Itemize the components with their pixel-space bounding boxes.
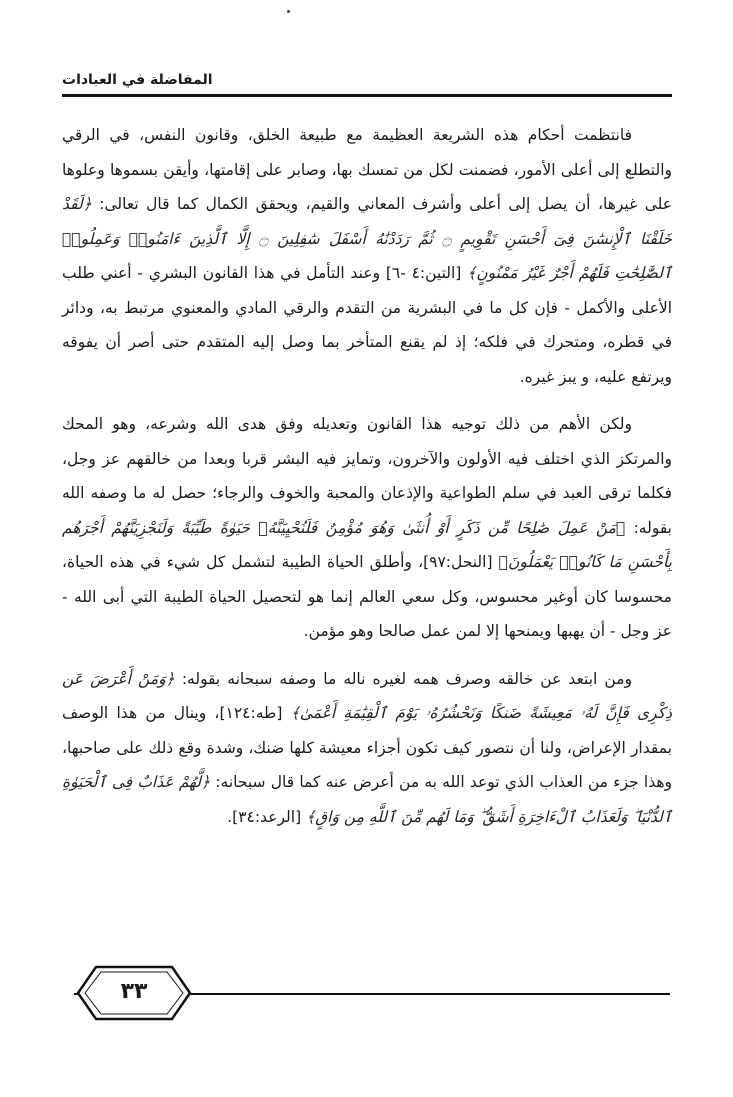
paragraph-text: ومن ابتعد عن خالقه وصرف همه لغيره ناله ما وصفه سبحانه بقوله:	[174, 669, 633, 688]
quran-verse: ﴿مَنْ عَمِلَ صَٰلِحًا مِّن ذَكَرٍ أَوْ أُنثَىٰ وَهُوَ مُؤْمِنٌ فَلَنُحْيِيَنَّهُۥ حَيَوٰةً طَيِّبَةً وَلَنَجْزِيَنَّهُمْ أَجْرَهُم بِأَحْسَنِ مَا كَانُوا۟ يَعْمَلُونَ﴾	[62, 518, 672, 571]
paragraph-3	[62, 662, 672, 835]
quran-verse: ﴿وَمَنْ أَعْرَضَ عَن ذِكْرِى فَإِنَّ لَهُۥ مَعِيشَةً ضَنكًا وَنَحْشُرُهُۥ يَوْمَ ٱلْقِيَٰمَةِ أَعْمَىٰ﴾	[62, 669, 673, 722]
paragraph-text: [الرعد:٣٤].	[227, 807, 307, 826]
page-footer	[74, 963, 670, 1023]
paragraph-text: [النحل:٩٧]، وأطلق الحياة الطيبة لتشمل كل شيء في هذه الحياة، محسوسا كان أوغير محسوس، وكل سعي العالم إنما هو لتحصيل الحياة الطيبة التي أبى الله - عز وجل - أن يهبها ويمنحها إلا لمن عمل صالحا وهو مؤمن.	[62, 553, 672, 640]
running-header	[62, 70, 672, 96]
quran-verse: ﴿لَقَدْ خَلَقْنَا ٱلْإِنسَٰنَ فِىٓ أَحْسَنِ تَقْوِيمٍ ۝ ثُمَّ رَدَدْنَٰهُ أَسْفَلَ سَٰفِلِينَ ۝ إِلَّا ٱلَّذِينَ ءَامَنُوا۟ وَعَمِلُوا۟ ٱلصَّٰلِحَٰتِ فَلَهُمْ أَجْرٌ غَيْرُ مَمْنُونٍ﴾	[62, 195, 673, 282]
paragraph-text: فانتظمت أحكام هذه الشريعة العظيمة مع طبيعة الخلق، وقانون النفس، في الرقي والتطلع إلى أعلى الأمور، فضمنت لكل من تمسك بها، وصابر على إقامتها، وأيقن بسموها وعلوها على غيرها، أن يصل إلى أعلى وأشرف المعاني والقيم، ويحقق الكمال كما قال تعالى:	[62, 126, 672, 213]
running-header-title: المفاضلة في العبادات	[62, 72, 213, 88]
paragraph-text: [التين:٤ -٦] وعند التأمل في هذا القانون البشري - أعني طلب الأعلى والأكمل - فإن كل ما في البشرية من التقدم والرقي المادي والمعنوي مرتبط به، ودائر في قطره، ومتحرك في فلكه؛ إذ لم يقنع المتأخر بما وصل إليه المتقدم حتى أصر أن يفوقه ويرتفع عليه، و يبز غيره.	[62, 264, 672, 386]
paragraph-text: [طه:١٢٤]، وينال من هذا الوصف بمقدار الإعراض، ولنا أن نتصور كيف تكون أجزاء معيشة كلها ضنك، وشدة وقع ذلك على صاحبها، وهذا جزء من العذاب الذي توعد الله به من أعرض عنه كما قال سبحانه:	[62, 704, 672, 791]
page-body	[62, 118, 672, 834]
page-number: ٣٣	[120, 979, 148, 1004]
page-number-badge	[74, 963, 194, 1023]
paragraph-text: ولكن الأهم من ذلك توجيه هذا القانون وتعديله وفق هدى الله وشرعه، وهو المحك والمرتكز الذي اختلف فيه الأولون والآخرون، وتمايز فيه البشر قربا وبعدا من خالقهم عز وجل، فكلما ترقى العبد في سلم الطواعية والإذعان والمحبة والخوف والرجاء؛ حصل له ما وصفه الله بقوله:	[62, 415, 672, 537]
header-rule	[62, 94, 672, 97]
page-dot-mark	[287, 10, 290, 13]
paragraph-2	[62, 407, 672, 649]
quran-verse: ﴿لَّهُمْ عَذَابٌ فِى ٱلْحَيَوٰةِ ٱلدُّنْيَا ۖ وَلَعَذَابُ ٱلْءَاخِرَةِ أَشَقُّ ۖ وَمَا لَهُم مِّنَ ٱللَّهِ مِن وَاقٍ﴾	[62, 773, 672, 826]
paragraph-1	[62, 118, 672, 394]
